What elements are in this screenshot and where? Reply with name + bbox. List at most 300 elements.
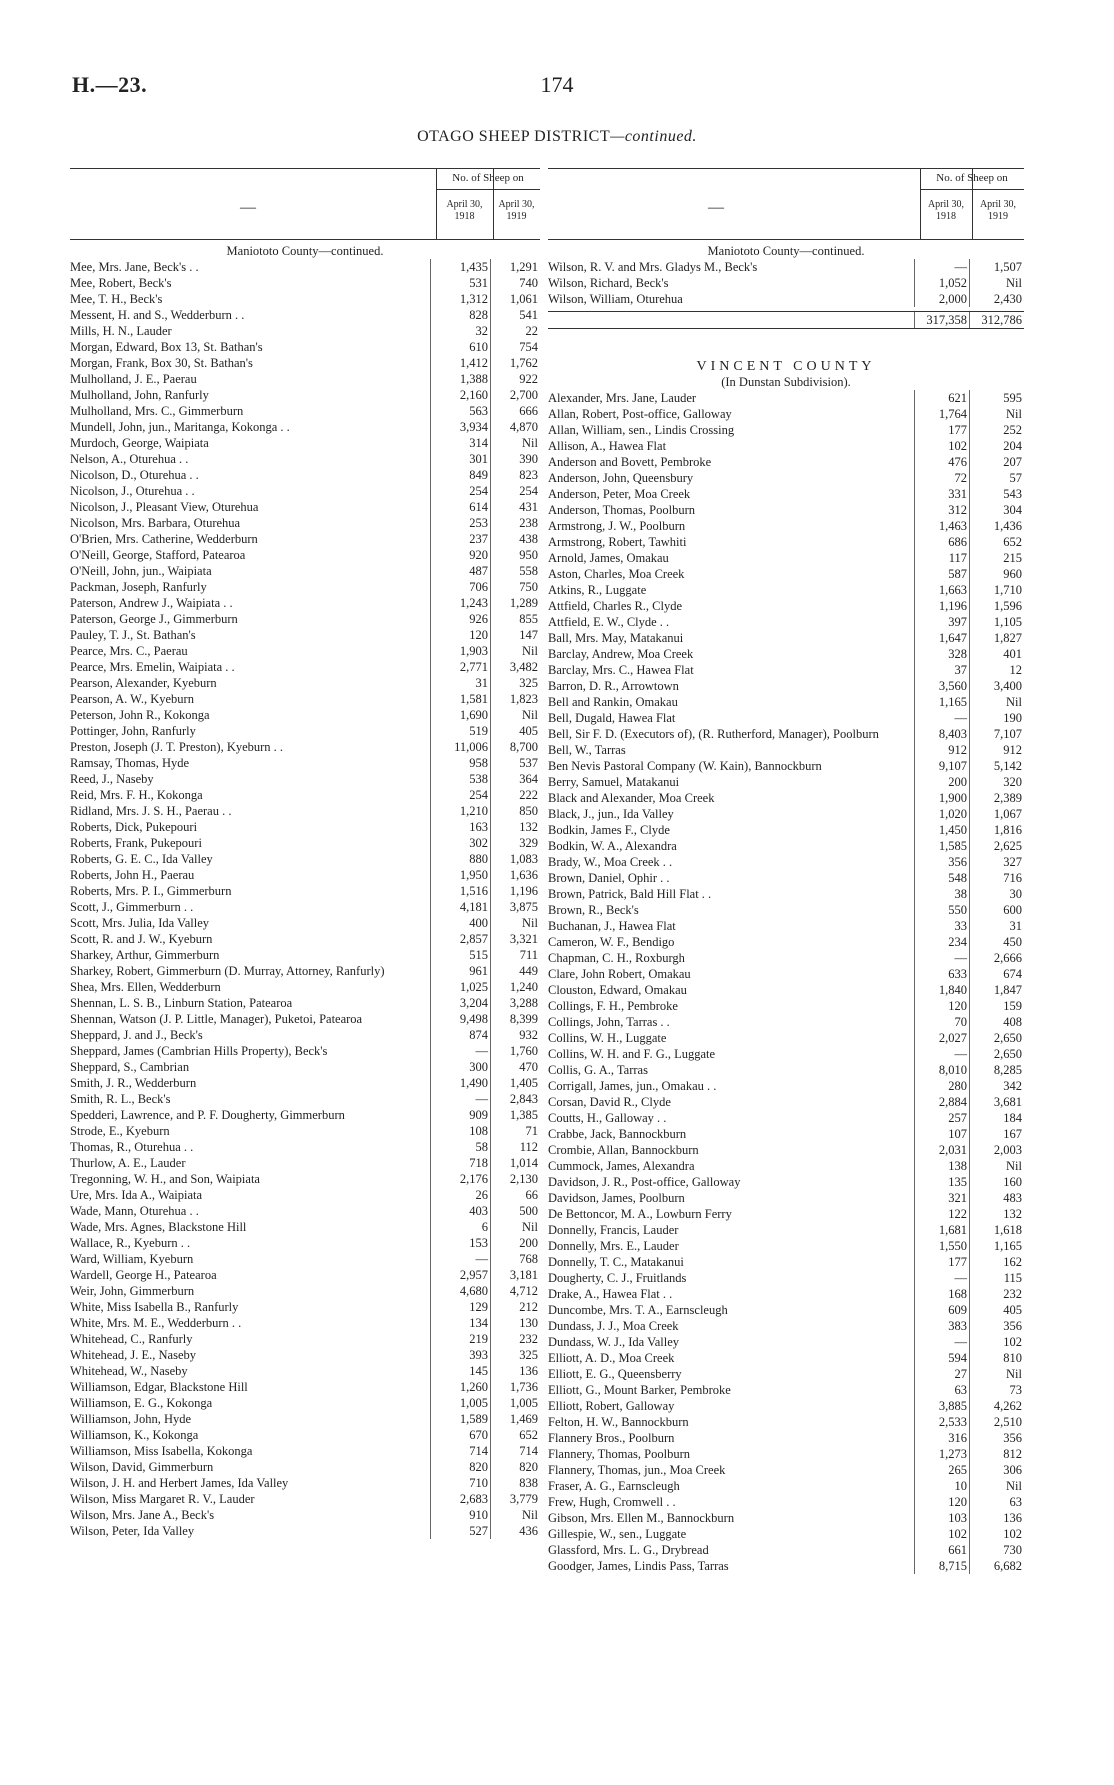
table-row bbox=[70, 627, 540, 643]
holder-name: Sheppard, James (Cambrian Hills Property), Beck's bbox=[70, 1044, 328, 1058]
right-rows-maniototo bbox=[548, 259, 1024, 307]
total-1919: 312,786 bbox=[969, 312, 1024, 328]
holder-name: O'Neill, John, jun., Waipiata bbox=[70, 564, 212, 578]
sheep-1918: 527 bbox=[430, 1523, 490, 1539]
sheep-1919: 730 bbox=[969, 1542, 1024, 1558]
title-continued: —continued. bbox=[610, 128, 697, 145]
sheep-1918: 8,403 bbox=[914, 726, 969, 742]
table-row bbox=[548, 1462, 1024, 1478]
holder-name: Wade, Mrs. Agnes, Blackstone Hill bbox=[70, 1220, 247, 1234]
holder-name: Donnelly, Francis, Lauder bbox=[548, 1223, 679, 1237]
table-row bbox=[548, 726, 1024, 742]
holder-name: Wardell, George H., Patearoa bbox=[70, 1268, 217, 1282]
holder-name: Pottinger, John, Ranfurly bbox=[70, 724, 196, 738]
sheep-1919: Nil bbox=[490, 707, 540, 723]
sheep-1919: 674 bbox=[969, 966, 1024, 982]
sheep-1919: Nil bbox=[969, 275, 1024, 291]
sheep-1919: 3,400 bbox=[969, 678, 1024, 694]
sheep-1919: Nil bbox=[969, 1478, 1024, 1494]
sheep-1918: 72 bbox=[914, 470, 969, 486]
sheep-1918: 102 bbox=[914, 1526, 969, 1542]
sheep-1919: 329 bbox=[490, 835, 540, 851]
table-row bbox=[70, 1123, 540, 1139]
holder-name: Bodkin, James F., Clyde bbox=[548, 823, 670, 837]
sheep-1918: 312 bbox=[914, 502, 969, 518]
table-row bbox=[548, 918, 1024, 934]
sheep-1919: 3,321 bbox=[490, 931, 540, 947]
sheep-1918: 1,840 bbox=[914, 982, 969, 998]
year-1918-header: April 30, 1918 bbox=[927, 199, 965, 222]
sheep-1918: 563 bbox=[430, 403, 490, 419]
sheep-1919: 31 bbox=[969, 918, 1024, 934]
sheep-1919: 3,875 bbox=[490, 899, 540, 915]
sheep-1918: 10 bbox=[914, 1478, 969, 1494]
holder-name: Elliott, Robert, Galloway bbox=[548, 1399, 675, 1413]
sheep-1919: 22 bbox=[490, 323, 540, 339]
sheep-1919: Nil bbox=[490, 643, 540, 659]
total-row bbox=[548, 311, 1024, 329]
sheep-1919: 450 bbox=[969, 934, 1024, 950]
sheep-1918: 4,680 bbox=[430, 1283, 490, 1299]
sheep-1919: 2,650 bbox=[969, 1030, 1024, 1046]
holder-name: Berry, Samuel, Matakanui bbox=[548, 775, 680, 789]
holder-name: Whitehead, W., Naseby bbox=[70, 1364, 188, 1378]
sheep-1918: 328 bbox=[914, 646, 969, 662]
holder-name: Smith, R. L., Beck's bbox=[70, 1092, 171, 1106]
sheep-1918: 1,210 bbox=[430, 803, 490, 819]
holder-name: Nelson, A., Oturehua . . bbox=[70, 452, 189, 466]
sheep-1919: 1,710 bbox=[969, 582, 1024, 598]
table-row bbox=[548, 774, 1024, 790]
table-row bbox=[70, 259, 540, 275]
table-row bbox=[70, 1171, 540, 1187]
sheep-1918: 686 bbox=[914, 534, 969, 550]
section-heading: Maniototo County—continued. bbox=[226, 244, 384, 258]
sheep-1919: 1,760 bbox=[490, 1043, 540, 1059]
table-row bbox=[70, 883, 540, 899]
holder-name: Sheppard, S., Cambrian bbox=[70, 1060, 190, 1074]
right-rows-vincent bbox=[548, 390, 1024, 1574]
table-row bbox=[70, 931, 540, 947]
sheep-1918: 122 bbox=[914, 1206, 969, 1222]
sheep-1918: 153 bbox=[430, 1235, 490, 1251]
sheep-1919: 147 bbox=[490, 627, 540, 643]
sheep-1919: 1,385 bbox=[490, 1107, 540, 1123]
sheep-1919: 922 bbox=[490, 371, 540, 387]
holder-name: Roberts, Mrs. P. I., Gimmerburn bbox=[70, 884, 232, 898]
sheep-1919: 162 bbox=[969, 1254, 1024, 1270]
holder-name: Crabbe, Jack, Bannockburn bbox=[548, 1127, 687, 1141]
holder-name: Bell and Rankin, Omakau bbox=[548, 695, 678, 709]
sheep-1918: 820 bbox=[430, 1459, 490, 1475]
sheep-1918: 11,006 bbox=[430, 739, 490, 755]
sheep-1919: 2,650 bbox=[969, 1046, 1024, 1062]
holder-name: Paterson, Andrew J., Waipiata . . bbox=[70, 596, 233, 610]
holder-name: Elliott, G., Mount Barker, Pembroke bbox=[548, 1383, 731, 1397]
sheep-1919: 2,700 bbox=[490, 387, 540, 403]
sheep-1919: 3,482 bbox=[490, 659, 540, 675]
holder-name: Wilson, Richard, Beck's bbox=[548, 276, 669, 290]
sheep-1918: 102 bbox=[914, 438, 969, 454]
table-row bbox=[548, 1302, 1024, 1318]
holder-name: Cameron, W. F., Bendigo bbox=[548, 935, 675, 949]
sheep-1919: 204 bbox=[969, 438, 1024, 454]
sheep-1918: 920 bbox=[430, 547, 490, 563]
holder-name: Scott, J., Gimmerburn . . bbox=[70, 900, 194, 914]
sheep-1918: 661 bbox=[914, 1542, 969, 1558]
holder-name: Messent, H. and S., Wedderburn . . bbox=[70, 308, 245, 322]
sheep-1918: — bbox=[914, 950, 969, 966]
holder-name: Ben Nevis Pastoral Company (W. Kain), Bannockburn bbox=[548, 759, 822, 773]
table-row bbox=[70, 771, 540, 787]
holder-name: Wilson, Peter, Ida Valley bbox=[70, 1524, 195, 1538]
sheep-1918: 1,589 bbox=[430, 1411, 490, 1427]
sheep-1918: 135 bbox=[914, 1174, 969, 1190]
sheep-1918: 515 bbox=[430, 947, 490, 963]
table-row bbox=[70, 307, 540, 323]
table-row bbox=[70, 1043, 540, 1059]
holder-name: Collins, W. H., Luggate bbox=[548, 1031, 667, 1045]
holder-name: Allison, A., Hawea Flat bbox=[548, 439, 667, 453]
sheep-1919: 1,636 bbox=[490, 867, 540, 883]
holder-name: Strode, E., Kyeburn bbox=[70, 1124, 170, 1138]
sheep-1919: 325 bbox=[490, 1347, 540, 1363]
holder-name: Whitehead, C., Ranfurly bbox=[70, 1332, 193, 1346]
sheep-1918: 1,764 bbox=[914, 406, 969, 422]
sheep-1918: 2,884 bbox=[914, 1094, 969, 1110]
holder-name: Brady, W., Moa Creek . . bbox=[548, 855, 673, 869]
table-row bbox=[548, 1254, 1024, 1270]
sheep-1919: 714 bbox=[490, 1443, 540, 1459]
sheep-1919: 823 bbox=[490, 467, 540, 483]
sheep-1918: 961 bbox=[430, 963, 490, 979]
sheep-1919: 71 bbox=[490, 1123, 540, 1139]
table-row bbox=[548, 870, 1024, 886]
table-row bbox=[548, 1078, 1024, 1094]
sheep-1918: 550 bbox=[914, 902, 969, 918]
sheep-1918: 257 bbox=[914, 1110, 969, 1126]
right-table-header bbox=[548, 168, 1024, 240]
sheep-1918: 1,165 bbox=[914, 694, 969, 710]
table-row bbox=[548, 982, 1024, 998]
sheep-1918: 331 bbox=[914, 486, 969, 502]
sheep-1919: 932 bbox=[490, 1027, 540, 1043]
sheep-1918: 718 bbox=[430, 1155, 490, 1171]
name-column-header: — bbox=[240, 199, 256, 216]
holder-name: Attfield, E. W., Clyde . . bbox=[548, 615, 670, 629]
holder-name: Attfield, Charles R., Clyde bbox=[548, 599, 683, 613]
sheep-1918: 3,934 bbox=[430, 419, 490, 435]
holder-name: Elliott, E. G., Queensberry bbox=[548, 1367, 682, 1381]
sheep-1919: 810 bbox=[969, 1350, 1024, 1366]
holder-name: Armstrong, J. W., Poolburn bbox=[548, 519, 686, 533]
table-row bbox=[70, 435, 540, 451]
sheep-1918: 926 bbox=[430, 611, 490, 627]
sheep-1919: 436 bbox=[490, 1523, 540, 1539]
table-row bbox=[548, 1270, 1024, 1286]
sheep-1918: 177 bbox=[914, 1254, 969, 1270]
holder-name: Elliott, A. D., Moa Creek bbox=[548, 1351, 675, 1365]
sheep-1919: 159 bbox=[969, 998, 1024, 1014]
holder-name: Bodkin, W. A., Alexandra bbox=[548, 839, 677, 853]
table-row bbox=[70, 1267, 540, 1283]
sheep-1919: Nil bbox=[490, 1507, 540, 1523]
total-1918: 317,358 bbox=[914, 312, 969, 328]
sheep-1919: 136 bbox=[490, 1363, 540, 1379]
table-row bbox=[548, 1190, 1024, 1206]
sheep-1918: 1,903 bbox=[430, 643, 490, 659]
holder-name: Mee, Mrs. Jane, Beck's . . bbox=[70, 260, 199, 274]
table-row bbox=[548, 1366, 1024, 1382]
sheep-1918: 670 bbox=[430, 1427, 490, 1443]
holder-name: Thomas, R., Oturehua . . bbox=[70, 1140, 194, 1154]
holder-name: Scott, Mrs. Julia, Ida Valley bbox=[70, 916, 209, 930]
holder-name: Thurlow, A. E., Lauder bbox=[70, 1156, 186, 1170]
table-row bbox=[548, 406, 1024, 422]
sheep-1919: 190 bbox=[969, 710, 1024, 726]
holder-name: Pearson, A. W., Kyeburn bbox=[70, 692, 194, 706]
sheep-1918: 200 bbox=[914, 774, 969, 790]
holder-name: Allan, Robert, Post-office, Galloway bbox=[548, 407, 732, 421]
holder-name: Buchanan, J., Hawea Flat bbox=[548, 919, 676, 933]
holder-name: Dundass, W. J., Ida Valley bbox=[548, 1335, 680, 1349]
table-row bbox=[70, 515, 540, 531]
sheep-1918: 2,857 bbox=[430, 931, 490, 947]
table-row bbox=[70, 1459, 540, 1475]
sheep-1918: 614 bbox=[430, 499, 490, 515]
sheep-1919: 200 bbox=[490, 1235, 540, 1251]
sheep-1919: 232 bbox=[969, 1286, 1024, 1302]
table-row bbox=[70, 755, 540, 771]
sheep-1918: 1,052 bbox=[914, 275, 969, 291]
sheep-1918: 31 bbox=[430, 675, 490, 691]
sheep-1919: 2,430 bbox=[969, 291, 1024, 307]
table-row bbox=[548, 1222, 1024, 1238]
sheep-1918: 120 bbox=[914, 998, 969, 1014]
title-main: OTAGO SHEEP DISTRICT bbox=[417, 128, 611, 145]
table-row bbox=[548, 1382, 1024, 1398]
holder-name: Mills, H. N., Lauder bbox=[70, 324, 172, 338]
holder-name: Wallace, R., Kyeburn . . bbox=[70, 1236, 191, 1250]
holder-name: Flannery Bros., Poolburn bbox=[548, 1431, 675, 1445]
holder-name: Nicolson, Mrs. Barbara, Oturehua bbox=[70, 516, 241, 530]
holder-name: Anderson, John, Queensbury bbox=[548, 471, 694, 485]
sheep-1918: — bbox=[914, 710, 969, 726]
table-row bbox=[70, 547, 540, 563]
holder-name: Preston, Joseph (J. T. Preston), Kyeburn . . bbox=[70, 740, 284, 754]
table-row bbox=[70, 1347, 540, 1363]
year-1918-header: April 30, 1918 bbox=[446, 199, 483, 222]
sheep-1918: 138 bbox=[914, 1158, 969, 1174]
table-row bbox=[70, 1379, 540, 1395]
sheep-1919: 483 bbox=[969, 1190, 1024, 1206]
sheep-1918: 1,260 bbox=[430, 1379, 490, 1395]
dunstan-subdivision-note: (In Dunstan Subdivision). bbox=[721, 375, 851, 389]
sheep-1918: 1,681 bbox=[914, 1222, 969, 1238]
holder-name: Wade, Mann, Oturehua . . bbox=[70, 1204, 199, 1218]
sheep-1918: 37 bbox=[914, 662, 969, 678]
table-row bbox=[70, 467, 540, 483]
sheep-1918: 1,581 bbox=[430, 691, 490, 707]
sheep-1918: 1,020 bbox=[914, 806, 969, 822]
holder-name: Armstrong, Robert, Tawhiti bbox=[548, 535, 687, 549]
table-row bbox=[548, 390, 1024, 406]
table-row bbox=[70, 579, 540, 595]
holder-name: Barclay, Mrs. C., Hawea Flat bbox=[548, 663, 694, 677]
sheep-1919: 4,870 bbox=[490, 419, 540, 435]
sheep-1919: Nil bbox=[969, 1158, 1024, 1174]
sheep-1918: 1,412 bbox=[430, 355, 490, 371]
sheep-1918: 400 bbox=[430, 915, 490, 931]
sheep-1918: — bbox=[430, 1251, 490, 1267]
sheep-1919: 541 bbox=[490, 307, 540, 323]
holder-name: Spedderi, Lawrence, and P. F. Dougherty, Gimmerburn bbox=[70, 1108, 345, 1122]
table-row bbox=[70, 787, 540, 803]
sheep-1919: 652 bbox=[969, 534, 1024, 550]
sheep-1919: 600 bbox=[969, 902, 1024, 918]
sheep-1919: 1,067 bbox=[969, 806, 1024, 822]
holder-name: Mulholland, Mrs. C., Gimmerburn bbox=[70, 404, 244, 418]
holder-name: Wilson, J. H. and Herbert James, Ida Valley bbox=[70, 1476, 289, 1490]
sheep-1919: 1,240 bbox=[490, 979, 540, 995]
sheep-1918: 9,107 bbox=[914, 758, 969, 774]
table-row bbox=[70, 851, 540, 867]
holder-name: Collins, W. H. and F. G., Luggate bbox=[548, 1047, 716, 1061]
holder-name: Brown, Patrick, Bald Hill Flat . . bbox=[548, 887, 712, 901]
holder-name: Wilson, Mrs. Jane A., Beck's bbox=[70, 1508, 215, 1522]
holder-name: Nicolson, D., Oturehua . . bbox=[70, 468, 199, 482]
holder-name: Chapman, C. H., Roxburgh bbox=[548, 951, 685, 965]
table-row bbox=[548, 275, 1024, 291]
table-row bbox=[548, 1558, 1024, 1574]
holder-name: Frew, Hugh, Cromwell . . bbox=[548, 1495, 676, 1509]
holder-name: Gillespie, W., sen., Luggate bbox=[548, 1527, 687, 1541]
table-row bbox=[70, 1075, 540, 1091]
sheep-1919: 320 bbox=[969, 774, 1024, 790]
sheep-1919: 7,107 bbox=[969, 726, 1024, 742]
sheep-1919: 652 bbox=[490, 1427, 540, 1443]
sheep-count-header: No. of Sheep on bbox=[936, 172, 1008, 184]
sheep-1919: 1,436 bbox=[969, 518, 1024, 534]
sheep-1918: 383 bbox=[914, 1318, 969, 1334]
sheep-1918: 910 bbox=[430, 1507, 490, 1523]
sheep-1919: 850 bbox=[490, 803, 540, 819]
table-row bbox=[70, 1187, 540, 1203]
table-row bbox=[548, 291, 1024, 307]
sheep-1918: 714 bbox=[430, 1443, 490, 1459]
sheep-1919: 1,014 bbox=[490, 1155, 540, 1171]
sheep-1919: 356 bbox=[969, 1430, 1024, 1446]
holder-name: Roberts, Frank, Pukepouri bbox=[70, 836, 202, 850]
table-row bbox=[70, 1027, 540, 1043]
table-row bbox=[548, 1430, 1024, 1446]
table-row bbox=[70, 1331, 540, 1347]
sheep-1918: 4,181 bbox=[430, 899, 490, 915]
sheep-1919: 4,712 bbox=[490, 1283, 540, 1299]
sheep-1919: 1,469 bbox=[490, 1411, 540, 1427]
table-row bbox=[548, 742, 1024, 758]
table-row bbox=[548, 646, 1024, 662]
sheep-1918: 3,560 bbox=[914, 678, 969, 694]
holder-name: O'Neill, George, Stafford, Patearoa bbox=[70, 548, 246, 562]
table-row bbox=[548, 598, 1024, 614]
table-row bbox=[548, 806, 1024, 822]
sheep-1919: 768 bbox=[490, 1251, 540, 1267]
sheep-1918: 633 bbox=[914, 966, 969, 982]
holder-name: Shea, Mrs. Ellen, Wedderburn bbox=[70, 980, 221, 994]
sheep-1919: 1,596 bbox=[969, 598, 1024, 614]
sheep-1919: 160 bbox=[969, 1174, 1024, 1190]
sheep-count-header: No. of Sheep on bbox=[452, 172, 524, 184]
sheep-1919: 438 bbox=[490, 531, 540, 547]
holder-name: Brown, R., Beck's bbox=[548, 903, 639, 917]
holder-name: Roberts, G. E. C., Ida Valley bbox=[70, 852, 213, 866]
holder-name: Smith, J. R., Wedderburn bbox=[70, 1076, 197, 1090]
holder-name: Alexander, Mrs. Jane, Lauder bbox=[548, 391, 697, 405]
sheep-1918: — bbox=[430, 1091, 490, 1107]
table-row bbox=[70, 915, 540, 931]
holder-name: Clare, John Robert, Omakau bbox=[548, 967, 691, 981]
sheep-1919: 73 bbox=[969, 1382, 1024, 1398]
table-row bbox=[70, 1299, 540, 1315]
holder-name: Davidson, James, Poolburn bbox=[548, 1191, 685, 1205]
sheep-1919: 711 bbox=[490, 947, 540, 963]
sheep-1918: 2,176 bbox=[430, 1171, 490, 1187]
sheep-1918: 609 bbox=[914, 1302, 969, 1318]
table-row bbox=[70, 835, 540, 851]
sheep-1919: 306 bbox=[969, 1462, 1024, 1478]
sheep-1919: 232 bbox=[490, 1331, 540, 1347]
sheep-1918: 849 bbox=[430, 467, 490, 483]
holder-name: Corrigall, James, jun., Omakau . . bbox=[548, 1079, 717, 1093]
holder-name: Dougherty, C. J., Fruitlands bbox=[548, 1271, 687, 1285]
sheep-1918: 168 bbox=[914, 1286, 969, 1302]
table-row bbox=[70, 595, 540, 611]
sheep-1919: 8,399 bbox=[490, 1011, 540, 1027]
holder-name: Ure, Mrs. Ida A., Waipiata bbox=[70, 1188, 203, 1202]
holder-name: Williamson, Miss Isabella, Kokonga bbox=[70, 1444, 253, 1458]
sheep-1918: 6 bbox=[430, 1219, 490, 1235]
holder-name: Morgan, Edward, Box 13, St. Bathan's bbox=[70, 340, 263, 354]
table-row bbox=[70, 691, 540, 707]
sheep-1918: 2,027 bbox=[914, 1030, 969, 1046]
sheep-1919: 102 bbox=[969, 1526, 1024, 1542]
table-row bbox=[70, 1491, 540, 1507]
table-row bbox=[70, 451, 540, 467]
table-row bbox=[70, 1203, 540, 1219]
holder-name: Scott, R. and J. W., Kyeburn bbox=[70, 932, 213, 946]
holder-name: Dundass, J. J., Moa Creek bbox=[548, 1319, 679, 1333]
holder-name: Bell, W., Tarras bbox=[548, 743, 626, 757]
holder-name: Anderson, Peter, Moa Creek bbox=[548, 487, 691, 501]
sheep-1918: 63 bbox=[914, 1382, 969, 1398]
table-row bbox=[548, 822, 1024, 838]
sheep-1919: 12 bbox=[969, 662, 1024, 678]
sheep-1918: 103 bbox=[914, 1510, 969, 1526]
holder-name: Barron, D. R., Arrowtown bbox=[548, 679, 679, 693]
table-row bbox=[70, 947, 540, 963]
holder-name: Crombie, Allan, Bannockburn bbox=[548, 1143, 699, 1157]
sheep-1918: 70 bbox=[914, 1014, 969, 1030]
sheep-1919: 342 bbox=[969, 1078, 1024, 1094]
sheep-1919: 1,847 bbox=[969, 982, 1024, 998]
sheep-1919: 8,285 bbox=[969, 1062, 1024, 1078]
table-row bbox=[70, 371, 540, 387]
sheep-1919: 855 bbox=[490, 611, 540, 627]
sheep-1919: 184 bbox=[969, 1110, 1024, 1126]
sheep-1918: 403 bbox=[430, 1203, 490, 1219]
divider bbox=[920, 189, 1024, 190]
